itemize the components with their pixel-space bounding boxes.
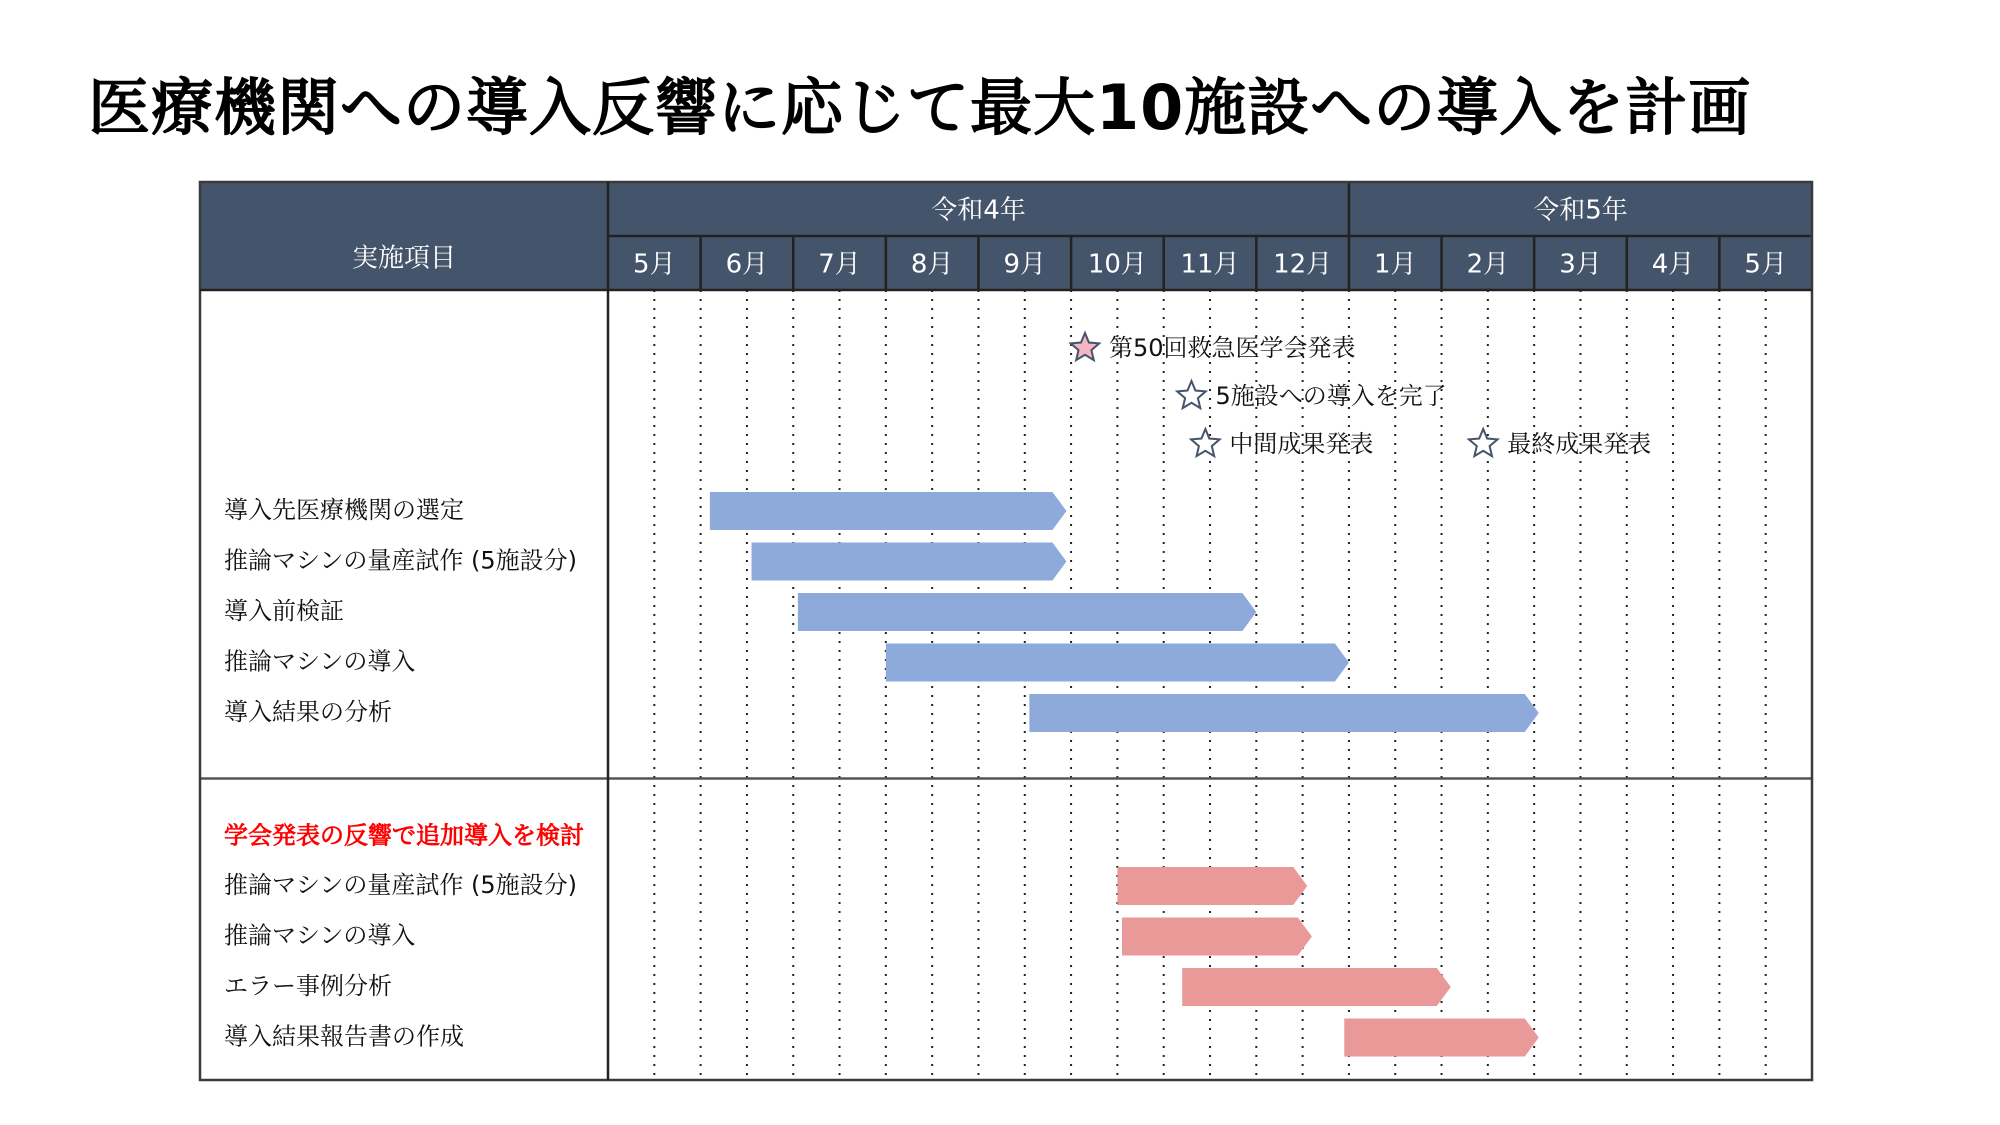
task-bar (1117, 867, 1307, 905)
milestone-label: 第50回救急医学会発表 (1108, 334, 1356, 362)
month-header-5: 10月 (1087, 249, 1147, 280)
task-label: 導入前検証 (224, 597, 344, 625)
page-title: 医療機関への導入反響に応じて最大10施設への導入を計画 (88, 71, 1752, 144)
milestone-label: 最終成果発表 (1507, 430, 1652, 458)
task-bar (1029, 694, 1538, 732)
month-header-2: 7月 (818, 249, 861, 280)
milestone-label: 5施設への導入を完了 (1215, 382, 1447, 410)
task-label: 推論マシンの導入 (224, 647, 416, 676)
outline-star-icon (1177, 381, 1206, 408)
month-header-4: 9月 (1003, 249, 1047, 280)
task-bar (798, 593, 1256, 631)
task-label: 推論マシンの量産試作 (5施設分) (224, 546, 578, 575)
task-label: 推論マシンの量産試作 (5施設分) (224, 871, 578, 899)
task-bar (886, 644, 1349, 682)
month-header-11: 4月 (1651, 249, 1695, 280)
item-column-header: 実施項目 (351, 243, 457, 274)
task-bar (1122, 918, 1312, 956)
task-label: エラー事例分析 (224, 972, 392, 1000)
year-header-1: 令和5年 (1533, 195, 1628, 226)
month-header-12: 5月 (1744, 249, 1787, 280)
month-header-8: 1月 (1373, 249, 1417, 280)
task-label: 推論マシンの導入 (224, 921, 416, 950)
task-label: 導入先医療機関の選定 (224, 496, 464, 524)
gantt-task-labels (224, 496, 584, 1051)
task-bar (710, 492, 1067, 530)
month-header-10: 3月 (1559, 249, 1602, 280)
month-header-3: 8月 (910, 249, 954, 280)
task-label: 導入結果の分析 (224, 698, 392, 726)
month-header-6: 11月 (1180, 249, 1240, 280)
task-bar (1344, 1019, 1538, 1057)
task-bar (752, 543, 1067, 581)
month-header-9: 2月 (1466, 249, 1510, 280)
gantt-bars (710, 492, 1539, 1057)
gantt-gridlines (654, 290, 1765, 1080)
section-heading: 学会発表の反響で追加導入を検討 (224, 821, 584, 850)
outline-star-icon (1191, 429, 1220, 456)
outline-star-icon (1469, 429, 1498, 456)
month-header-7: 12月 (1273, 249, 1333, 280)
month-header-1: 6月 (725, 249, 769, 280)
milestone-label: 中間成果発表 (1229, 430, 1374, 458)
task-bar (1182, 968, 1451, 1006)
pink-star-icon (1071, 333, 1100, 360)
gantt-milestones (1071, 333, 1652, 458)
year-header-0: 令和4年 (931, 195, 1026, 226)
month-header-0: 5月 (633, 249, 676, 280)
task-label: 導入結果報告書の作成 (224, 1022, 464, 1051)
